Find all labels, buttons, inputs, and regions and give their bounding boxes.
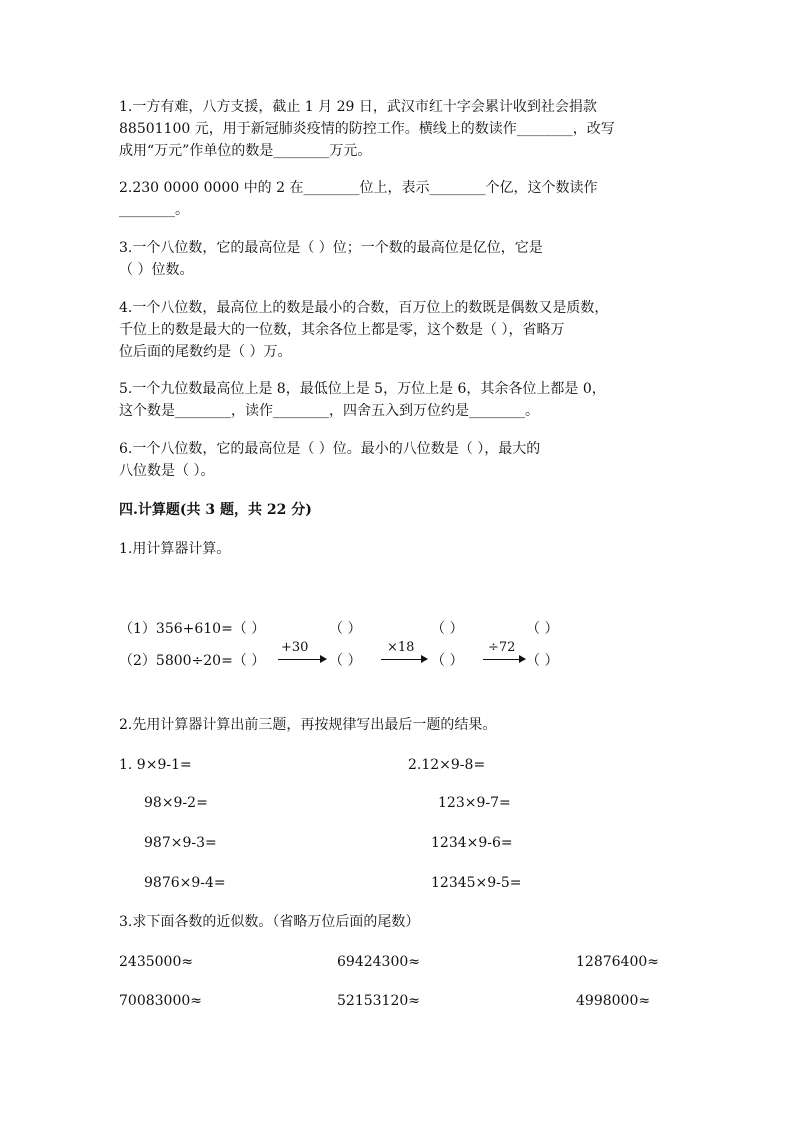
chain-row-2-label: （2）5800÷20=（ ）: [119, 653, 266, 669]
question-5: [119, 378, 699, 422]
calc-question-2-title: 2.先用计算器计算出前三题，再按规律写出最后一题的结果。: [119, 717, 497, 733]
chain-row-1-blank-2: （ ）: [431, 621, 464, 637]
question-line: ________。: [119, 202, 189, 218]
approx-item: 52153120≈: [337, 993, 420, 1009]
chain-row-2-blank-3: （ ）: [526, 653, 559, 669]
approx-item: 4998000≈: [576, 993, 651, 1009]
right-expression: 1234×9-6=: [431, 835, 513, 851]
question-line: 千位上的数是最大的一位数，其余各位上都是零，这个数是（ ），省略万: [119, 322, 565, 338]
left-expression: 1. 9×9-1=: [119, 757, 192, 773]
question-line: 1.一方有难，八方支援，截止 1 月 29 日，武汉市红十字会累计收到社会捐款: [119, 99, 597, 115]
left-expression: 98×9-2=: [144, 795, 208, 811]
calc-question-1-title: 1.用计算器计算。: [119, 541, 231, 557]
chain-row-2-blank-1: （ ）: [329, 653, 362, 669]
section-title: 四.计算题(共 3 题，共 22 分): [119, 502, 312, 518]
chain-row-1-label: （1）356+610=（ ）: [119, 621, 266, 637]
question-line: 2.230 0000 0000 中的 2 在________位上，表示________个亿，这个数读作: [119, 180, 598, 196]
question-3: [119, 237, 699, 281]
question-4: [119, 297, 699, 363]
question-line: 这个数是________，读作________，四舍五入到万位约是________。: [119, 403, 539, 419]
question-line: 6.一个八位数，它的最高位是（ ）位。最小的八位数是（ ），最大的: [119, 441, 541, 457]
operation-plus-30: +30: [281, 640, 309, 655]
question-line: 成用“万元”作单位的数是________万元。: [119, 143, 372, 159]
question-2: [119, 177, 699, 221]
approx-item: 70083000≈: [119, 993, 202, 1009]
question-line: 4.一个八位数，最高位上的数是最小的合数，百万位上的数既是偶数又是质数，: [119, 300, 609, 316]
chain-row-2-blank-2: （ ）: [431, 653, 464, 669]
operation-times-18: ×18: [387, 640, 415, 655]
right-expression: 2.12×9-8=: [408, 757, 486, 773]
question-line: 位后面的尾数约是（ ）万。: [119, 344, 292, 360]
operation-divide-72: ÷72: [488, 640, 516, 655]
right-expression: 123×9-7=: [438, 795, 511, 811]
approx-item: 12876400≈: [576, 954, 659, 970]
approx-item: 69424300≈: [337, 954, 420, 970]
question-1: [119, 96, 699, 162]
chain-row-1-blank-1: （ ）: [329, 621, 362, 637]
right-expression: 12345×9-5=: [431, 875, 522, 891]
question-line: 5.一个九位数最高位上是 8，最低位上是 5，万位上是 6，其余各位上都是 0，: [119, 381, 606, 397]
left-expression: 987×9-3=: [144, 835, 217, 851]
arrow-right-icon: [483, 659, 525, 660]
question-line: 88501100 元，用于新冠肺炎疫情的防控工作。横线上的数读作________，改写: [119, 121, 615, 137]
question-line: 八位数是（ ）。: [119, 463, 215, 479]
question-line: （ ）位数。: [119, 262, 194, 278]
calc-question-3-title: 3.求下面各数的近似数。（省略万位后面的尾数）: [119, 914, 420, 930]
chain-row-1-blank-3: （ ）: [526, 621, 559, 637]
question-line: 3.一个八位数，它的最高位是（ ）位；一个数的最高位是亿位，它是: [119, 240, 543, 256]
arrow-right-icon: [278, 659, 326, 660]
question-6: [119, 438, 699, 482]
approx-item: 2435000≈: [119, 954, 194, 970]
arrow-right-icon: [381, 659, 427, 660]
left-expression: 9876×9-4=: [144, 875, 226, 891]
